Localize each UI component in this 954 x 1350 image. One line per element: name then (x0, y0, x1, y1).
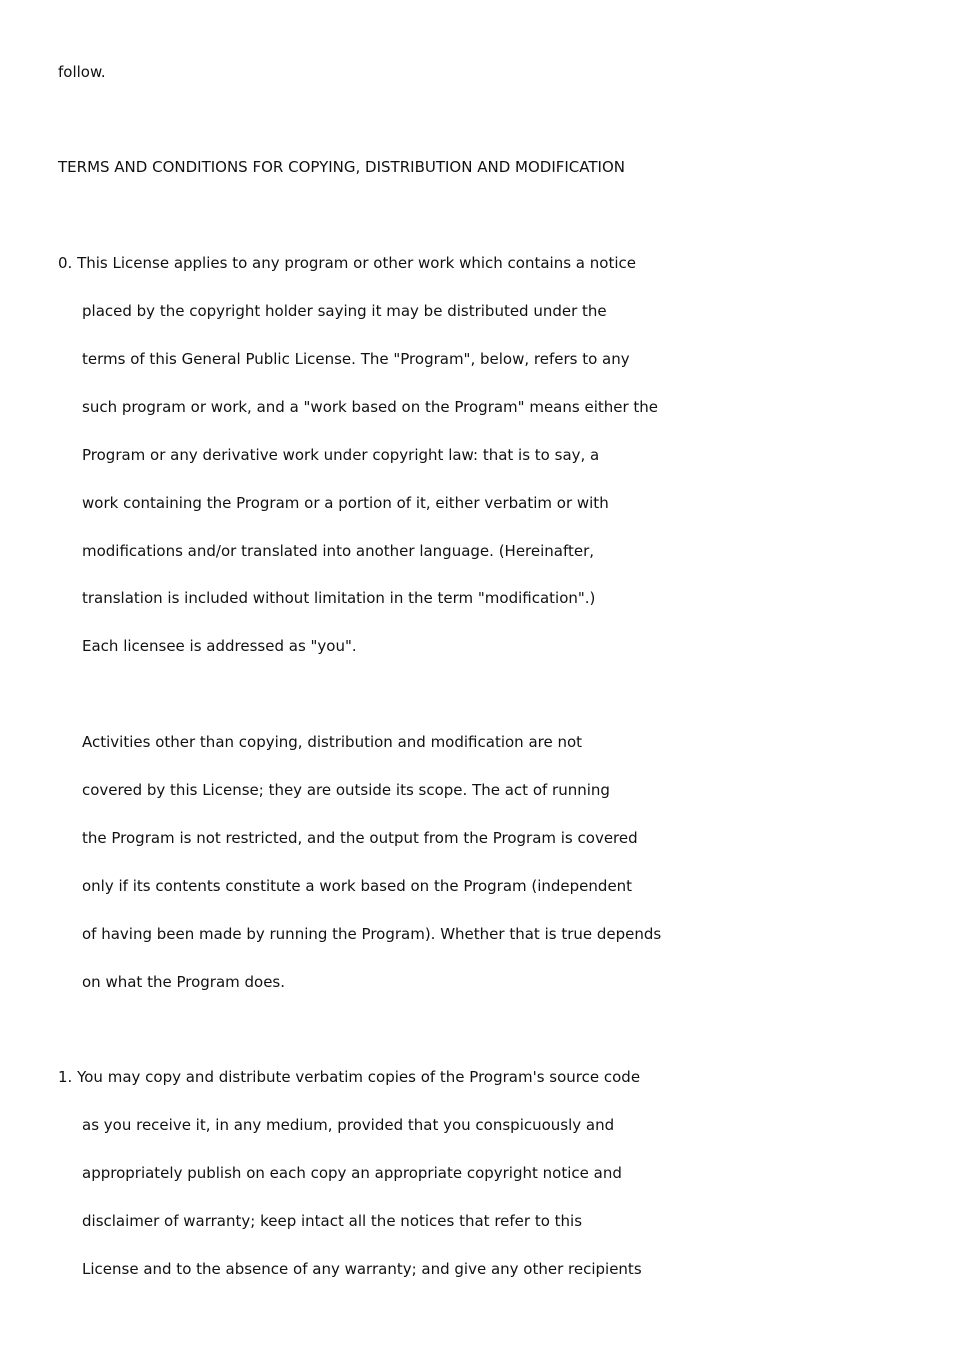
paragraph-line: terms of this General Public License. The "Program", below, refers to any (82, 350, 630, 368)
paragraph-line: the Program is not restricted, and the output from the Program is covered (82, 829, 638, 847)
paragraph-line: work containing the Program or a portion of it, either verbatim or with (82, 494, 609, 512)
paragraph-line: only if its contents constitute a work based on the Program (independent (82, 877, 633, 895)
paragraph-line: disclaimer of warranty; keep intact all the notices that refer to this (82, 1212, 583, 1230)
paragraph-line: placed by the copyright holder saying it may be distributed under the (82, 302, 607, 320)
paragraph-line: as you receive it, in any medium, provided that you conspicuously and (82, 1116, 615, 1134)
paragraph-line: Each licensee is addressed as "you". (82, 637, 357, 655)
paragraph-line: on what the Program does. (82, 973, 286, 991)
paragraph-line: covered by this License; they are outside its scope. The act of running (82, 781, 610, 799)
paragraph-line: Activities other than copying, distribution and modification are not (82, 733, 583, 751)
paragraph-line: of having been made by running the Program). Whether that is true depends (82, 925, 662, 943)
text-line: follow. (58, 63, 106, 81)
section-heading: TERMS AND CONDITIONS FOR COPYING, DISTRIBUTION AND MODIFICATION (58, 158, 625, 176)
paragraph-line: translation is included without limitation in the term "modification".) (82, 589, 596, 607)
paragraph-line: modifications and/or translated into another language. (Hereinafter, (82, 542, 595, 560)
paragraph-line: such program or work, and a "work based on the Program" means either the (82, 398, 659, 416)
paragraph-line: appropriately publish on each copy an appropriate copyright notice and (82, 1164, 622, 1182)
paragraph-line: 0. This License applies to any program or other work which contains a notice (58, 254, 636, 272)
paragraph-line: 1. You may copy and distribute verbatim copies of the Program's source code (58, 1068, 641, 1086)
paragraph-line: License and to the absence of any warranty; and give any other recipients (82, 1260, 642, 1278)
paragraph-line: Program or any derivative work under copyright law: that is to say, a (82, 446, 600, 464)
